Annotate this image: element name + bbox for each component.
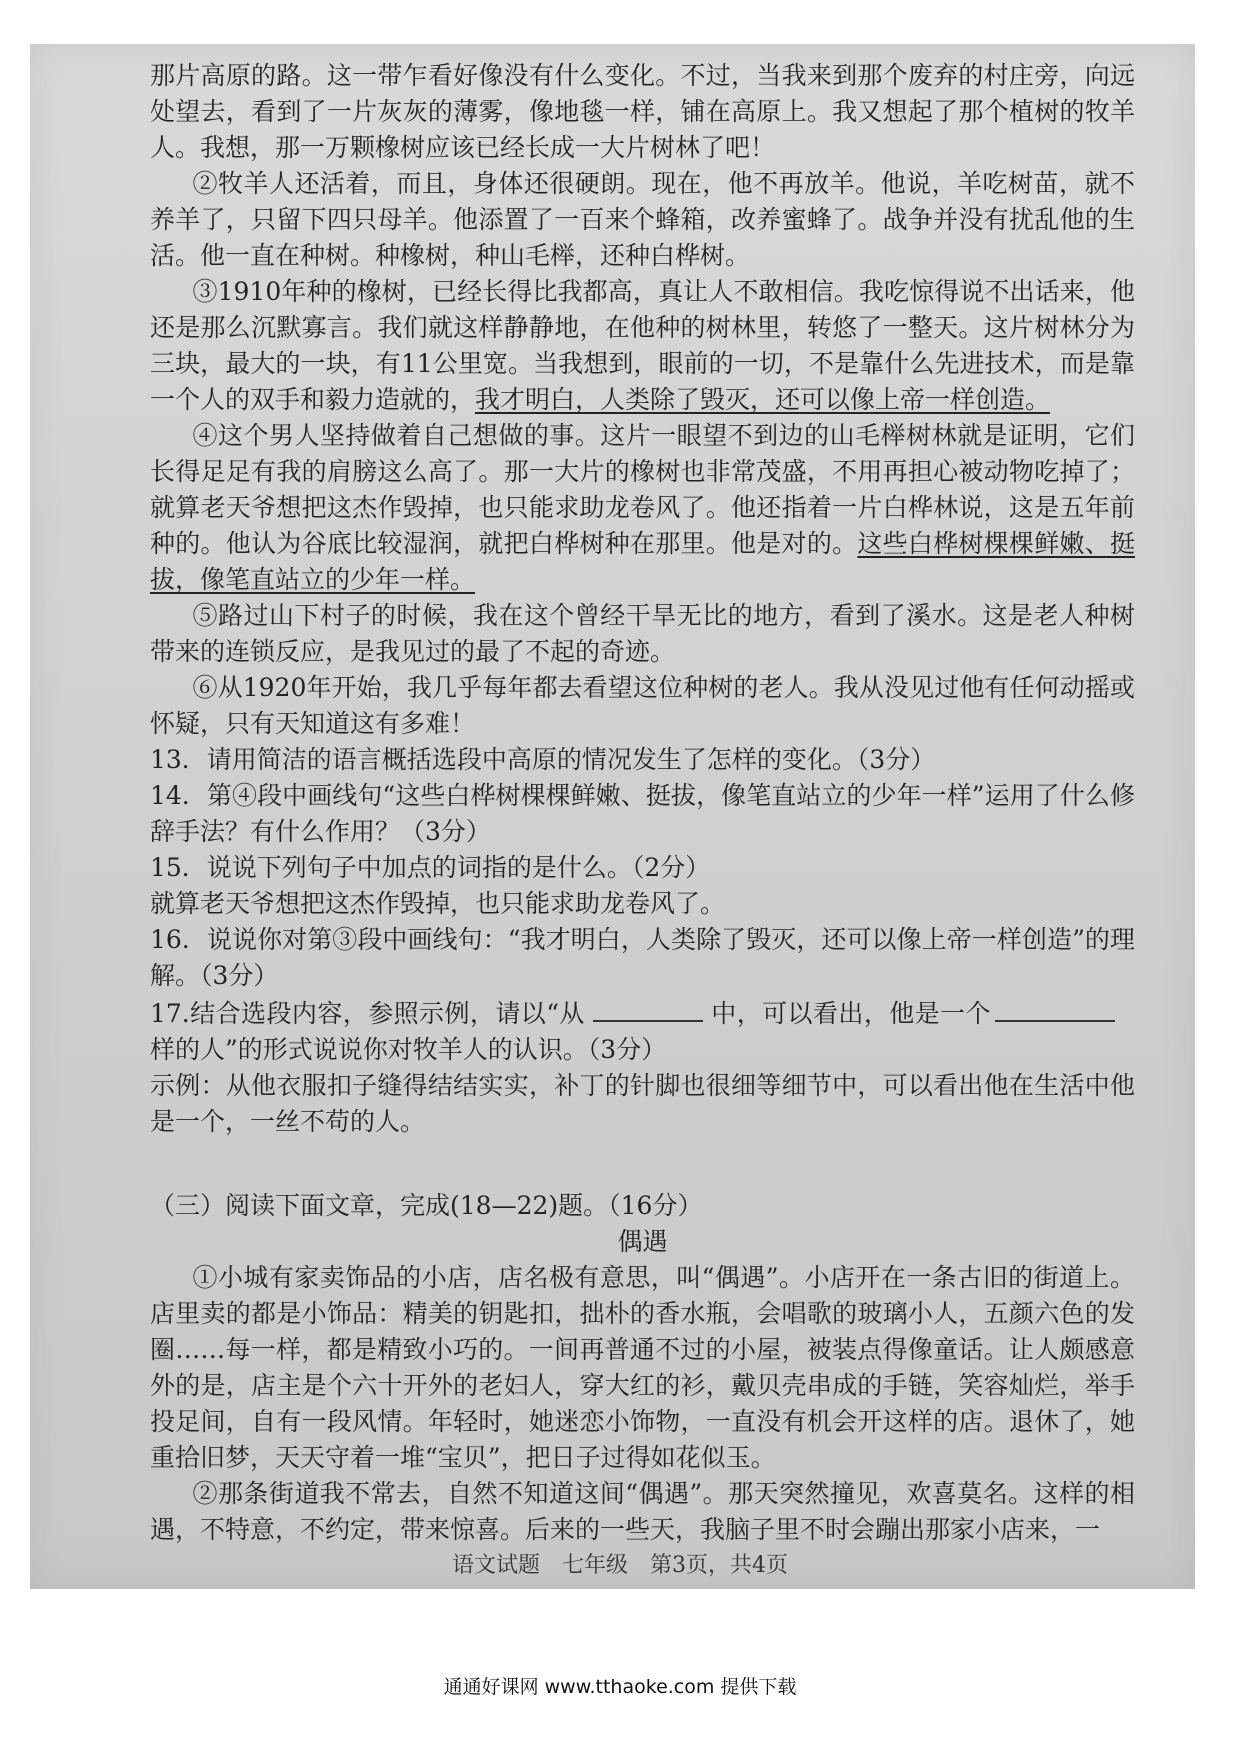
question-17 — [150, 994, 1135, 1068]
passage-paragraph-3 — [150, 274, 1135, 418]
underlined-sentence-p3: 我才明白，人类除了毁灭，还可以像上帝一样创造。 — [475, 385, 1051, 414]
passage-paragraph-4 — [150, 418, 1135, 598]
paragraph-4-text: ④这个男人坚持做着自己想做的事。这片一眼望不到边的山毛榉树林就是证明，它们长得足足有我的肩膀这么高了。那一大片的橡树也非常茂盛，不用再担心被动物吃掉了；就算老天爷想把这杰作毁掉，也只能求助龙卷风了。他还指着一片白桦林说，这是五年前种的。他认为谷底比较湿润，就把白桦树种在那里。他是对的。 — [150, 421, 1135, 558]
passage-paragraph-cont: 那片高原的路。这一带乍看好像没有什么变化。不过，当我来到那个废弃的村庄旁，向远处望去，看到了一片灰灰的薄雾，像地毯一样，铺在高原上。我又想起了那个植树的牧羊人。我想，那一万颗橡树应该已经长成一大片树林了吧！ — [150, 61, 1135, 162]
underlined-sentence-p4: 这些白桦树棵棵鲜嫩、挺拔，像笔直站立的少年一样。 — [150, 529, 1135, 594]
passage-paragraph-2: ②牧羊人还活着，而且，身体还很硬朗。现在，他不再放羊。他说，羊吃树苗，就不养羊了，只留下四只母羊。他添置了一百来个蜂箱，改养蜜蜂了。战争并没有扰乱他的生活。他一直在种树。种橡树，种山毛榉，还种白桦树。 — [150, 169, 1135, 270]
answer-blank-1[interactable] — [593, 994, 703, 1022]
article-paragraph-1: ①小城有家卖饰品的小店，店名极有意思，叫“偶遇”。小店开在一条古旧的街道上。店里卖的都是小饰品：精美的钥匙扣，拙朴的香水瓶，会唱歌的玻璃小人，五颜六色的发圈……每一样，都是精致小巧的。一间再普通不过的小屋，被装点得像童话。让人颇感意外的是，店主是个六十开外的老妇人，穿大红的衫，戴贝壳串成的手链，笑容灿烂，举手投足间，自有一段风情。年轻时，她迷恋小饰物，一直没有机会开这样的店。退休了，她重拾旧梦，天天守着一堆“宝贝”，把日子过得如花似玉。 — [150, 1263, 1135, 1472]
question-15: 15．说说下列句子中加点的词指的是什么。（2分） — [150, 853, 711, 882]
question-16: 16．说说你对第③段中画线句：“我才明白，人类除了毁灭，还可以像上帝一样创造”的理解。（3分） — [150, 925, 1135, 990]
q17-part-a: 17.结合选段内容，参照示例，请以“从 — [150, 999, 585, 1028]
exam-content — [150, 58, 1135, 1548]
section-3-heading: （三）阅读下面文章，完成(18—22)题。（16分） — [150, 1191, 703, 1220]
page-footer: 语文试题 七年级 第3页，共4页 — [452, 1553, 788, 1578]
passage-paragraph-6: ⑥从1920年开始，我几乎每年都去看望这位种树的老人。我从没见过他有任何动摇或怀疑，只有天知道这有多难！ — [150, 673, 1135, 738]
site-credit: 通通好课网 www.tthaoke.com 提供下载 — [443, 1676, 797, 1698]
question-15-sentence: 就算老天爷想把这杰作毁掉，也只能求助龙卷风了。 — [150, 889, 726, 918]
article-paragraph-2: ②那条街道我不常去，自然不知道这间“偶遇”。那天突然撞见，欢喜莫名。这样的相遇，不特意，不约定，带来惊喜。后来的一些天，我脑子里不时会蹦出那家小店来，一 — [150, 1479, 1135, 1544]
q17-part-c: 样的人”的形式说说你对牧羊人的认识。（3分） — [150, 1035, 667, 1064]
question-13: 13．请用简洁的语言概括选段中高原的情况发生了怎样的变化。（3分） — [150, 745, 936, 774]
question-14: 14．第④段中画线句“这些白桦树棵棵鲜嫩、挺拔，像笔直站立的少年一样”运用了什么修辞手法？有什么作用？（3分） — [150, 781, 1135, 846]
article-title: 偶遇 — [617, 1227, 668, 1256]
passage-paragraph-5: ⑤路过山下村子的时候，我在这个曾经干旱无比的地方，看到了溪水。这是老人种树带来的连锁反应，是我见过的最了不起的奇迹。 — [150, 601, 1135, 666]
paragraph-3-text: ③1910年种的橡树，已经长得比我都高，真让人不敢相信。我吃惊得说不出话来，他还是那么沉默寡言。我们就这样静静地，在他种的树林里，转悠了一整天。这片树林分为三块，最大的一块，有11公里宽。当我想到，眼前的一切，不是靠什么先进技术，而是靠一个人的双手和毅力造就的， — [150, 277, 1135, 414]
answer-blank-2[interactable] — [995, 994, 1115, 1022]
q17-part-b: 中，可以看出，他是一个 — [710, 999, 991, 1028]
question-17-example: 示例：从他衣服扣子缝得结结实实，补丁的针脚也很细等细节中，可以看出他在生活中他是一个，一丝不苟的人。 — [150, 1071, 1135, 1136]
